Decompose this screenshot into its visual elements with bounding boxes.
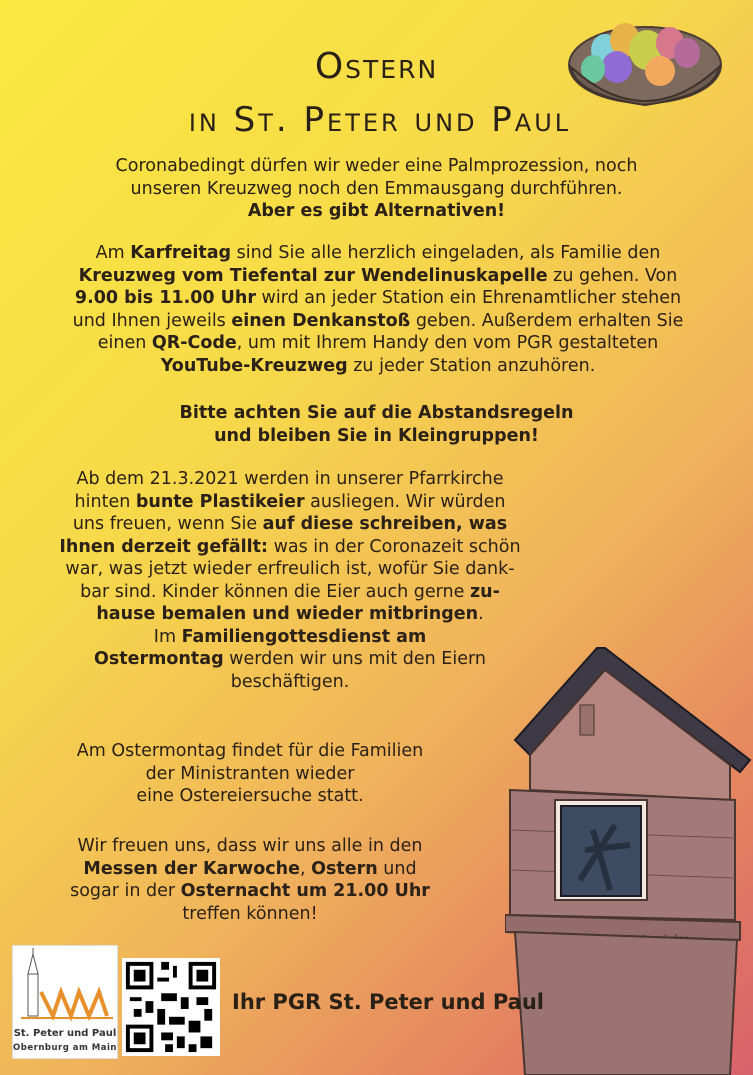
eier-paragraph bbox=[30, 468, 550, 693]
text-span: sogar in der bbox=[70, 881, 181, 901]
logo-place: Obernburg am Main bbox=[13, 1043, 117, 1053]
text-span: Im bbox=[153, 626, 182, 647]
bold-span: Messen der Karwoche bbox=[83, 858, 300, 879]
text-span: bar sind. Kinder können die Eier auch gerne bbox=[80, 581, 470, 602]
text-span: zu jeder Station anzuhören. bbox=[347, 355, 596, 376]
text-span: sind Sie alle herzlich eingeladen, als Familie den bbox=[231, 243, 661, 263]
parish-logo bbox=[12, 945, 118, 1059]
text-span: was in der Coronazeit schön bbox=[268, 536, 521, 557]
text-span: ausliegen. Wir würden bbox=[304, 491, 506, 512]
text-span: Am bbox=[95, 243, 131, 263]
bold-span: hause bemalen und wieder mitbringen bbox=[96, 604, 479, 624]
bold-span: einen Denkanstoß bbox=[231, 310, 411, 331]
text-span: beschäftigen. bbox=[230, 671, 350, 692]
text-span: der Ministranten wieder bbox=[145, 763, 355, 784]
text-span: Ab dem 21.3.2021 werden in unserer Pfarrkirche bbox=[76, 469, 504, 489]
text-span: war, was jetzt wieder erfreulich ist, wofür Sie dank- bbox=[65, 559, 515, 579]
bold-span: Ihnen derzeit gefällt: bbox=[59, 536, 268, 557]
bold-span: 9.00 bis 11.00 Uhr bbox=[74, 288, 256, 308]
text-span: geben. Außerdem erhalten Sie bbox=[410, 310, 684, 331]
intro-line: unseren Kreuzweg noch den Emmausgang durchführen. bbox=[130, 178, 623, 199]
text-span: . bbox=[478, 604, 484, 624]
bold-span: Ostern bbox=[311, 858, 378, 879]
text-span: Wir freuen uns, dass wir uns alle in den bbox=[77, 836, 423, 856]
abstand-notice bbox=[90, 402, 663, 447]
signature: Ihr PGR St. Peter und Paul bbox=[232, 990, 544, 1014]
text-span: , bbox=[299, 858, 312, 879]
bold-span: Ostermontag bbox=[94, 649, 224, 669]
text-span: zu gehen. Von bbox=[547, 265, 678, 286]
karfreitag-paragraph bbox=[28, 242, 728, 377]
intro-highlight: Aber es gibt Alternativen! bbox=[247, 201, 506, 221]
bold-span: Familiengottesdienst am bbox=[181, 626, 427, 647]
abstand-line: Bitte achten Sie auf die Abstandsregeln bbox=[179, 403, 574, 423]
bold-span: zu- bbox=[469, 581, 500, 602]
abstand-line: und bleiben Sie in Kleingruppen! bbox=[214, 425, 539, 446]
church-logo-icon bbox=[13, 946, 117, 1024]
text-span: uns freuen, wenn Sie bbox=[72, 514, 263, 534]
bold-span: auf diese schreiben, was bbox=[262, 514, 508, 534]
bold-span: Kreuzweg vom Tiefental zur Wendelinuskapelle bbox=[78, 265, 548, 286]
text-span: eine Ostereiersuche statt. bbox=[136, 786, 364, 806]
text-span: Am Ostermontag findet für die Familien bbox=[76, 741, 424, 761]
text-span: und Ihnen jeweils bbox=[72, 310, 232, 331]
text-span: treffen können! bbox=[182, 903, 318, 924]
title-st-peter-und-paul: in St. Peter und Paul bbox=[188, 100, 572, 140]
text-span: , um mit Ihrem Handy den vom PGR gestalteten bbox=[236, 333, 659, 353]
bold-span: QR-Code bbox=[151, 333, 237, 353]
bold-span: bunte Plastikeier bbox=[135, 491, 305, 512]
messen-paragraph bbox=[40, 835, 460, 925]
intro-paragraph bbox=[60, 155, 693, 223]
text-span: wird an jeder Station ein Ehrenamtlicher stehen bbox=[255, 288, 682, 308]
text-span: werden wir uns mit den Eiern bbox=[223, 649, 486, 669]
text-span: einen bbox=[97, 333, 152, 353]
qr-code-icon[interactable] bbox=[122, 958, 220, 1056]
logo-name: St. Peter und Paul bbox=[13, 1028, 117, 1039]
text-span: hinten bbox=[74, 491, 136, 512]
bold-span: Osternacht um 21.00 Uhr bbox=[180, 881, 430, 901]
bold-span: YouTube-Kreuzweg bbox=[160, 355, 348, 376]
text-span: und bbox=[377, 858, 417, 879]
ostermontag-paragraph bbox=[40, 740, 460, 808]
title-ostern: Ostern bbox=[314, 46, 439, 87]
intro-line: Coronabedingt dürfen wir weder eine Palmprozession, noch bbox=[115, 156, 638, 176]
bold-span: Karfreitag bbox=[130, 243, 232, 263]
